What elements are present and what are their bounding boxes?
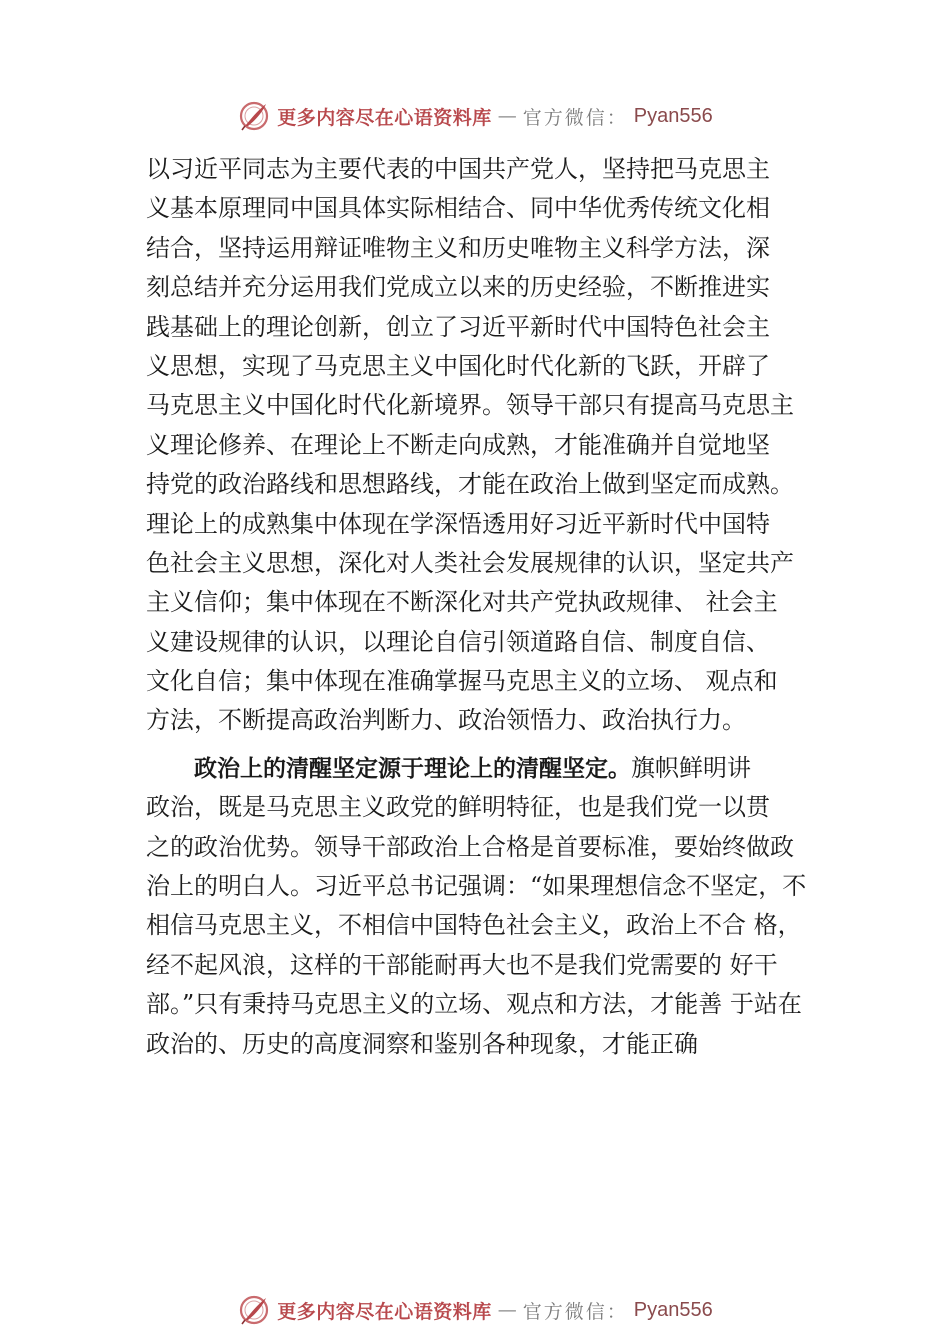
text-line: 践基础上的理论创新，创立了习近平新时代中国特色社会主 [146,312,770,341]
text-line: 方法，不断提高政治判断力、政治领悟力、政治执行力。 [146,706,746,735]
text-line: 政治的、历史的高度洞察和鉴别各种现象，才能正确 [146,1029,698,1058]
text-line: 之的政治优势。领导干部政治上合格是首要标准，要始终做政 [146,832,794,861]
text-line: 主义信仰；集中体现在不断深化对共产党执政规律、 社会主 [146,588,778,617]
text-line: 治上的明白人。习近平总书记强调：“如果理想信念不坚定，不 [146,872,807,901]
watermark-wechat-label: 官方微信： [522,1300,628,1323]
text-line: 部。”只有秉持马克思主义的立场、观点和方法，才能善 于站在 [146,990,802,1019]
quill-seal-icon [237,99,271,133]
text-line: 刻总结并充分运用我们党成立以来的历史经验，不断推进实 [146,273,770,302]
paragraph-2-first-line-rest: 旗帜鲜明讲 [631,753,751,782]
text-line: 相信马克思主义，不相信中国特色社会主义，政治上不合 格， [146,911,802,940]
paragraph-2-first-line [146,749,826,788]
text-line: 义思想，实现了马克思主义中国化时代化新的飞跃，开辟了 [146,351,770,380]
text-line: 文化自信；集中体现在准确掌握马克思主义的立场、 观点和 [146,667,778,696]
header-watermark [0,96,950,136]
footer-watermark [0,1290,950,1330]
text-line: 马克思主义中国化时代化新境界。领导干部只有提高马克思主 [146,391,794,420]
text-line: 以习近平同志为主要代表的中国共产党人，坚持把马克思主 [146,155,770,183]
watermark-dash: — [497,1299,517,1321]
paragraph-2-lead-heading: 政治上的清醒坚定源于理论上的清醒坚定。 [194,755,631,782]
text-line: 义理论修养、在理论上不断走向成熟，才能准确并自觉地坚 [146,430,770,459]
watermark-wechat-id: Pyan556 [633,104,713,127]
text-line: 色社会主义思想，深化对人类社会发展规律的认识，坚定共产 [146,548,794,577]
text-line: 经不起风浪，这样的干部能耐再大也不是我们党需要的 好干 [146,950,778,979]
text-line: 义建设规律的认识，以理论自信引领道路自信、制度自信、 [146,627,770,656]
paragraph-1 [146,150,826,741]
quill-seal-icon [237,1293,271,1327]
text-line: 政治，既是马克思主义政党的鲜明特征，也是我们党一以贯 [146,793,770,822]
watermark-wechat-id: Pyan556 [633,1298,713,1321]
text-line: 结合，坚持运用辩证唯物主义和历史唯物主义科学方法，深 [146,233,770,262]
document-body [146,150,826,1064]
text-line: 理论上的成熟集中体现在学深悟透用好习近平新时代中国特 [146,509,770,538]
watermark-brand: 更多内容尽在心语资料库 [277,106,492,129]
text-line: 义基本原理同中国具体实际相结合、同中华优秀传统文化相 [146,194,770,223]
watermark-brand: 更多内容尽在心语资料库 [277,1300,492,1323]
paragraph-2 [146,749,826,1064]
watermark-dash: — [497,105,517,127]
text-line: 持党的政治路线和思想路线，才能在政治上做到坚定而成熟。 [146,470,794,499]
watermark-wechat-label: 官方微信： [522,106,628,129]
